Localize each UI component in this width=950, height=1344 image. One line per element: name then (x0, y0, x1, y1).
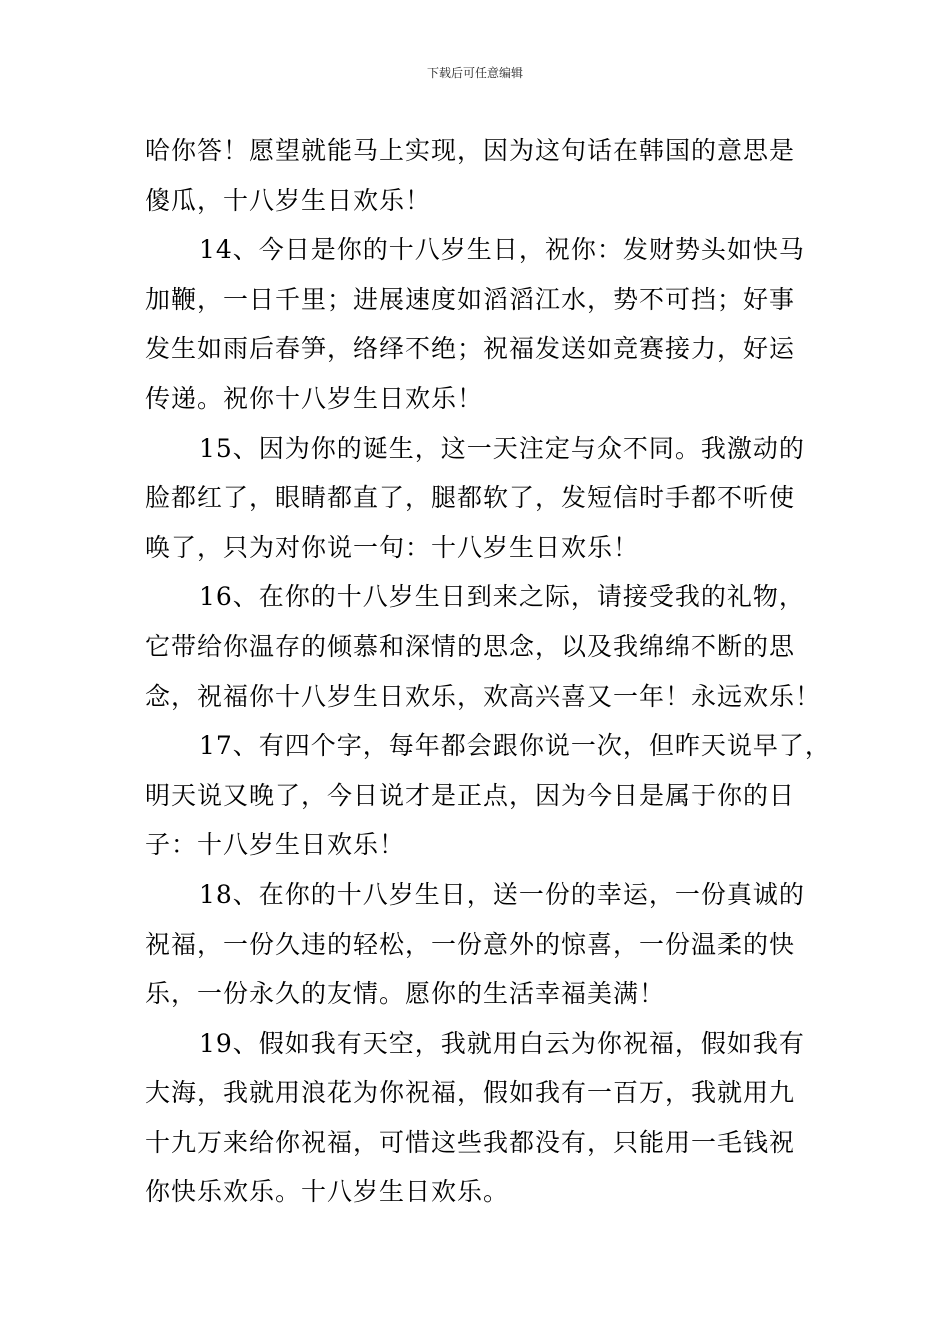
text-line: 唤了，只为对你说一句：十八岁生日欢乐！ (145, 532, 640, 562)
text-line: 加鞭，一日千里；进展速度如滔滔江水，势不可挡；好事 (145, 284, 796, 314)
text-line: 传递。祝你十八岁生日欢乐！ (145, 383, 484, 413)
text-line: 傻瓜，十八岁生日欢乐！ (145, 185, 432, 215)
text-line: 哈你答！愿望就能马上实现，因为这句话在韩国的意思是 (145, 136, 796, 165)
text-line: 18、在你的十八岁生日，送一份的幸运，一份真诚的 (199, 879, 805, 909)
paragraph-16 (145, 572, 820, 721)
document-body (145, 126, 831, 1217)
text-line: 19、假如我有天空，我就用白云为你祝福，假如我有 (199, 1028, 805, 1058)
text-line: 17、有四个字，每年都会跟你说一次，但昨天说早了， (199, 731, 831, 761)
paragraph-18 (145, 870, 820, 1019)
paragraph-14 (145, 225, 820, 423)
text-line: 脸都红了，眼睛都直了，腿都软了，发短信时手都不听使 (145, 483, 796, 513)
paragraph-17 (145, 721, 831, 870)
text-line: 子：十八岁生日欢乐！ (145, 830, 406, 860)
text-line: 十九万来给你祝福，可惜这些我都没有，只能用一毛钱祝 (145, 1127, 796, 1157)
text-line: 明天说又晚了，今日说才是正点，因为今日是属于你的日 (145, 780, 796, 810)
paragraph-continuation (145, 126, 820, 225)
text-line: 祝福，一份久违的轻松，一份意外的惊喜，一份温柔的快 (145, 929, 796, 959)
text-line: 16、在你的十八岁生日到来之际，请接受我的礼物， (199, 582, 805, 612)
text-line: 你快乐欢乐。十八岁生日欢乐。 (145, 1177, 510, 1207)
text-line: 念，祝福你十八岁生日欢乐，欢高兴喜又一年！永远欢乐！ (145, 681, 822, 711)
paragraph-15 (145, 424, 820, 573)
text-line: 它带给你温存的倾慕和深情的思念，以及我绵绵不断的思 (145, 631, 796, 661)
text-line: 乐，一份永久的友情。愿你的生活幸福美满！ (145, 979, 666, 1009)
text-line: 发生如雨后春笋，络绎不绝；祝福发送如竞赛接力，好运 (145, 334, 796, 364)
paragraph-19 (145, 1019, 820, 1217)
text-line: 15、因为你的诞生，这一天注定与众不同。我激动的 (199, 433, 805, 463)
text-line: 14、今日是你的十八岁生日，祝你：发财势头如快马 (199, 235, 805, 265)
text-line: 大海，我就用浪花为你祝福，假如我有一百万，我就用九 (145, 1078, 796, 1108)
page-header: 下载后可任意编辑 (426, 66, 523, 80)
